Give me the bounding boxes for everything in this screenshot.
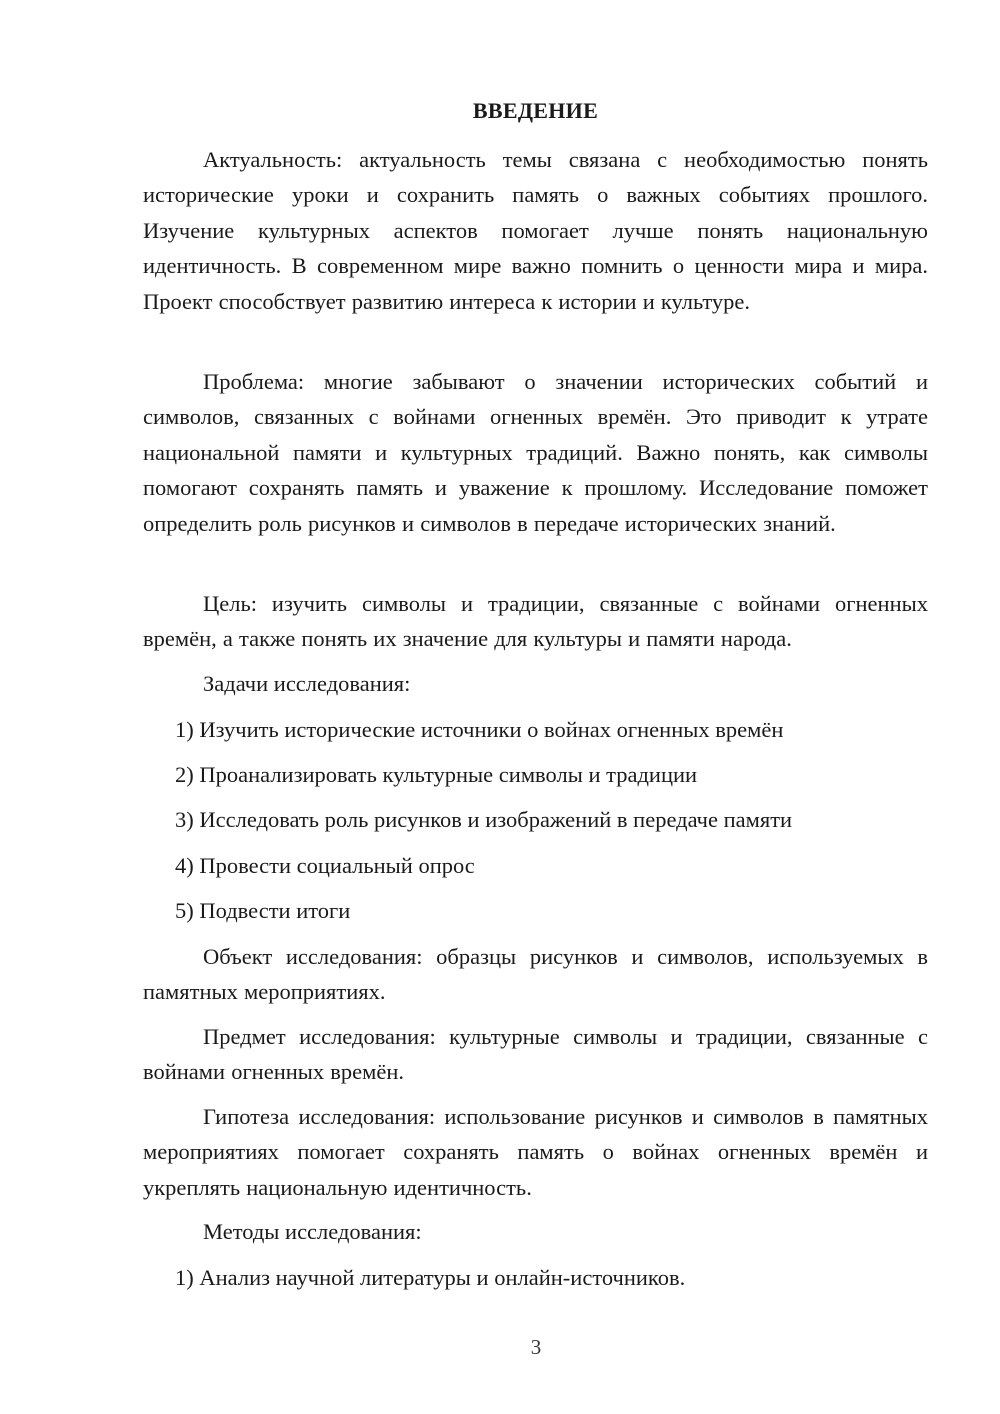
methods-label: Методы исследования: [203, 1219, 422, 1244]
relevance-paragraph: Актуальность: актуальность темы связана с необходимостью понять исторические уроки и сохранить память о важных событиях прошлого. Изучение культурных аспектов помогает лучше понять национальную идентичность. В современном мире важно помнить о ценности мира и мира. Проект способствует развитию интереса к истории и культуре. [143, 147, 928, 314]
method-item: 1) Анализ научной литературы и онлайн-источников. [175, 1265, 686, 1290]
object-paragraph: Объект исследования: образцы рисунков и символов, используемых в памятных мероприятиях. [143, 944, 928, 1005]
tasks-label: Задачи исследования: [203, 671, 411, 696]
task-item: 2) Проанализировать культурные символы и традиции [175, 762, 698, 787]
hypothesis-paragraph: Гипотеза исследования: использование рисунков и символов в памятных мероприятиях помогает сохранять память о войнах огненных времён и укреплять национальную идентичность. [143, 1104, 928, 1200]
page-title: ВВЕДЕНИЕ [472, 98, 599, 123]
task-item: 4) Провести социальный опрос [175, 853, 475, 878]
subject-paragraph: Предмет исследования: культурные символы и традиции, связанные с войнами огненных времён. [143, 1024, 928, 1085]
page-number: 3 [530, 1335, 542, 1359]
task-item: 1) Изучить исторические источники о войнах огненных времён [175, 717, 784, 742]
task-item: 5) Подвести итоги [175, 898, 351, 923]
task-item: 3) Исследовать роль рисунков и изображений в передаче памяти [175, 807, 793, 832]
goal-paragraph: Цель: изучить символы и традиции, связанные с войнами огненных времён, а также понять их значение для культуры и памяти народа. [143, 591, 928, 652]
problem-paragraph: Проблема: многие забывают о значении исторических событий и символов, связанных с войнами огненных времён. Это приводит к утрате национальной памяти и культурных традиций. Важно понять, как символы помогают сохранять память и уважение к прошлому. Исследование поможет определить роль рисунков и символов в передаче исторических знаний. [143, 369, 928, 536]
